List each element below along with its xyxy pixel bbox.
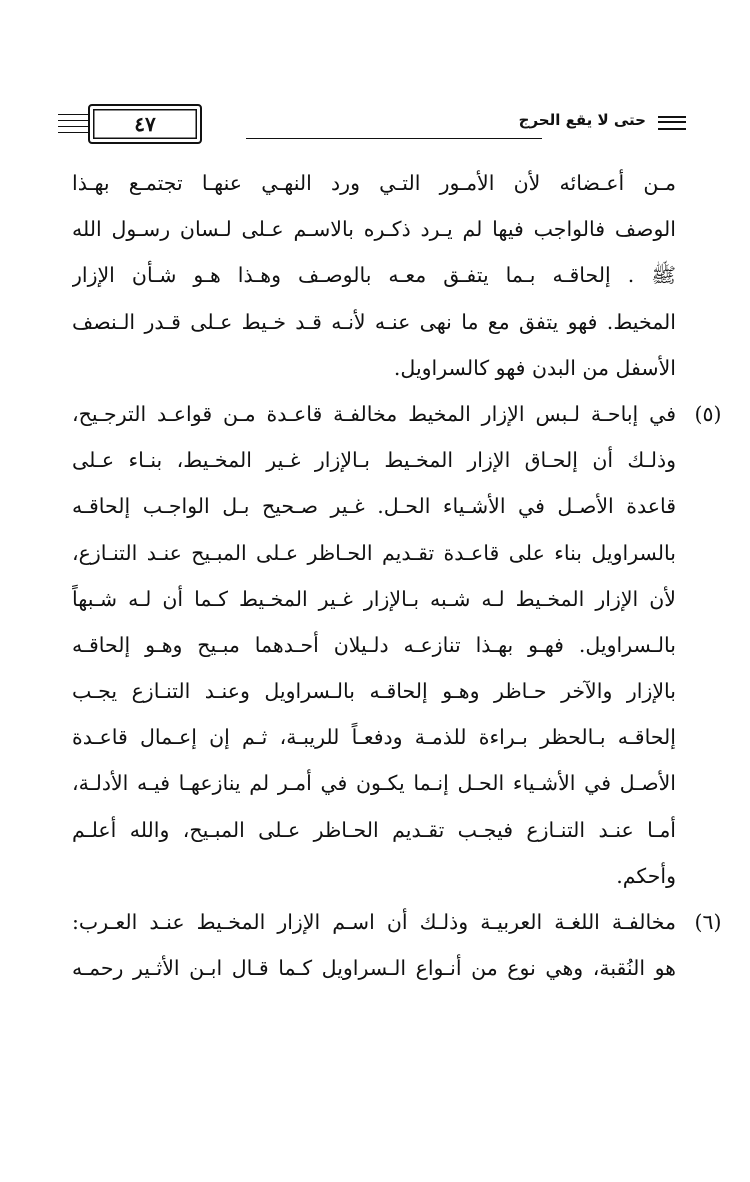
text-line: هو النُقبة، وهي نوع من أنـواع الـسراويل كـما قـال ابـن الأثـير رحمـه [72,956,676,981]
paragraph-intro [72,160,676,391]
header-underline [246,138,542,139]
running-header [58,100,686,146]
page-body [72,160,722,991]
text-line: قاعدة الأصـل في الأشـياء الحـل. غـير صـحيح بـل الواجـب إلحاقـه [72,494,676,519]
item-number: (٥) [694,401,722,426]
item-number: (٦) [694,910,722,934]
text-line: إلحاقـه بـالحظر بـراءة للذمـة ودفعـاً للريبـة، ثـم إن إعـمال قاعـدة [72,725,676,750]
text-line: وذلـك أن إلحـاق الإزار المخـيط بـالإزار غـير المخـيط، بنـاء عـلى [72,448,676,473]
text-line: وأحكم. [616,863,676,888]
text-line: الوصف فالواجب فيها لم يـرد ذكـره بالاسـم عـلى لـسان رسـول الله [72,217,676,242]
text-line: ﷺ . إلحاقـه بـما يتفـق معـه بالوصـف وهـذا هـو شـأن الإزار [72,263,676,288]
text-line: الأسفل من البدن فهو كالسراويل. [393,355,676,380]
text-line: بالإزار والآخر حـاظر وهـو إلحاقـه بالـسراويل وعنـد التنـازع يجـب [72,679,676,704]
page-number: ٤٧ [134,112,156,136]
page-number-frame [88,104,202,144]
text-line: لأن الإزار المخـيط لـه شـبه بـالإزار غـير المخـيط كـما أن لـه شـبهاً [72,586,676,611]
text-line: في إباحـة لـبس الإزار المخيط مخالفـة قاعـدة مـن قواعـد الترجـيح، [72,401,676,426]
text-line: بالسراويل بناء على قاعـدة تقـديم الحـاظر عـلى المبـيح عنـد التنـازع، [72,540,676,565]
header-ornament-bars [658,116,686,130]
numbered-item-6 [72,899,722,991]
running-title: حتى لا يقع الحرج [518,111,646,129]
text-line: مخالفـة اللغـة العربيـة وذلـك أن اسـم الإزار المخـيط عنـد العـرب: [72,910,676,934]
text-line: مـن أعـضائه لأن الأمـور التـي ورد النهـي عنهـا تجتمـع بهـذا [72,171,676,195]
text-line: المخيط. فهو يتفق مع ما نهى عنـه لأنـه قـد خـيط عـلى قـدر الـنصف [72,309,676,334]
text-line: أمـا عنـد التنـازع فيجـب تقـديم الحـاظر عـلى المبـيح، والله أعلـم [72,817,676,842]
text-line: الأصـل في الأشـياء الحـل إنـما يكـون في أمـر لم ينازعهـا فيـه الأدلـة، [72,771,676,796]
numbered-item-5 [72,391,722,899]
text-line: بالـسراويل. فهـو بهـذا تنازعـه دلـيلان أحـدهما مبـيح وهـو إلحاقـه [72,632,676,657]
